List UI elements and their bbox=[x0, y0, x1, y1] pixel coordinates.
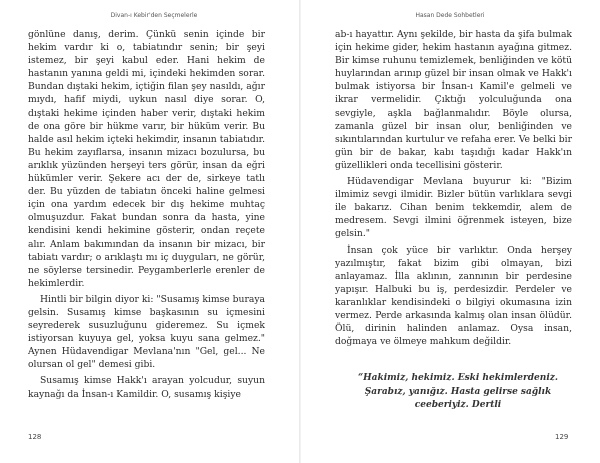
left-page-body bbox=[28, 28, 265, 401]
paragraph: ab-ı hayattır. Aynı şekilde, bir hasta da şifa bulmak için hekime gider, hekim hastanın ayağına gitmez. Bir kimse ruhunu temizlemek, benliğinden ve kötü huylarından arınıp güzel bir insan olmak ve Hakk'ı bulmak istiyorsa bir İnsan-ı Kamil'e gelmeli ve ikrar vermelidir. Çıktığı yolculuğunda ona sevgiyle, aşkla bağlanmalıdır. Böyle olursa, zamanla güzel bir insan olur, benliğinden ve sıkıntılarından kurtulur ve refaha erer. Ve belki bir gün bir de bakar, kabı taşıdığı kadar Hakk'ın güzellikleri onda tecellisini gösterir. bbox=[335, 29, 572, 171]
pull-quote: “Hakimiz, hekimiz. Eski hekimlerdeniz. Şarabız, yanığız. Hasta gelirse sağlık ceeberiyiz. Dertli bbox=[357, 373, 558, 410]
paragraph: İnsan çok yüce bir varlıktır. Onda herşey yazılmıştır, fakat bizim gibi olmayan, bizi anlayamaz. İlla aklının, zannının bir perdesine yapışır. Halbuki bu iş, perdesizdir. Perdeler ve karanlıklar kendisindeki o bilgiyi okumasına izin vermez. Perde arkasında kalmış olan insan ölüdür. Ölü, dirinin halinden anlamaz. Oysa insan, doğmaya ve ölmeye mahkum değildir. bbox=[335, 244, 572, 348]
running-header-right: Hasan Dede Sohbetleri bbox=[415, 12, 485, 19]
right-page bbox=[300, 0, 600, 463]
paragraph: gönlüne danış, derim. Çünkü senin içinde bir hekim vardır ki o, tabiatındır senin; bir şeyi istemez, bir şeyi kabul eder. Hani hekim de hastanın yanına geldi mi, içindeki hekimden sorar. Bundan dıştaki hekim, içtiğin filan şey nasıldı, ağır mıydı, hafif miydi, uykun nasıl diye sorar. O, dıştaki hekime içinden haber verir, dıştaki hekim de ona göre bir hükme varır, bir hüküm verir. Bu halde asıl hekim içteki hekimdir, insanın tabiatıdır. Bu hekim zayıflarsa, insanın mizacı bozulursa, bu arıklık yüzünden herşeyi ters görür, insan da eğri hükümler verir. Şekere acı der de, sirkeye tatlı der. Bu yüzden de tabiatın önceki haline gelmesi için ona yardım edecek bir dış hekime muhtaç olmuşuzdur. Fakat bundan sonra da hasta, yine kendisini kendi hekimine gösterir, ondan reçete alır. Anlam bakımından da insanın bir mizacı, bir tabiatı vardır; o arıklaştı mı iç duyguları, ne görür, ne söylerse tersinedir. Peygamberlerle erenler de hekimlerdir. bbox=[28, 29, 265, 289]
running-header-left: Divan-ı Kebir'den Seçmelerle bbox=[110, 12, 198, 19]
paragraph: Hüdavendigar Mevlana buyurur ki: "Bizim ilmimiz sevgi ilmidir. Bizler bütün varlıklara sevgi ile bakarız. Cihan benim tekkemdir, alem de medresem. Sevgi ilmini öğrenmek isteyen, bize gelsin." bbox=[335, 176, 572, 240]
page-number-left: 128 bbox=[28, 433, 42, 441]
paragraph: Susamış kimse Hakk'ı arayan yolcudur, suyun kaynağı da İnsan-ı Kamildir. O, susamış kişiye bbox=[28, 375, 265, 400]
paragraph: Hintli bir bilgin diyor ki: "Susamış kimse buraya gelsin. Susamış kimse başkasının su içmesini seyrederek susuzluğunu gideremez. Su içmek istiyorsan kuyuya gel, yoksa kuyu sana gelmez." Aynen Hüdavendigar Mevlana'nın "Gel, gel... Ne olursan ol gel" demesi gibi. bbox=[28, 293, 265, 371]
right-page-body bbox=[335, 28, 572, 348]
page-number-right: 129 bbox=[555, 433, 569, 441]
